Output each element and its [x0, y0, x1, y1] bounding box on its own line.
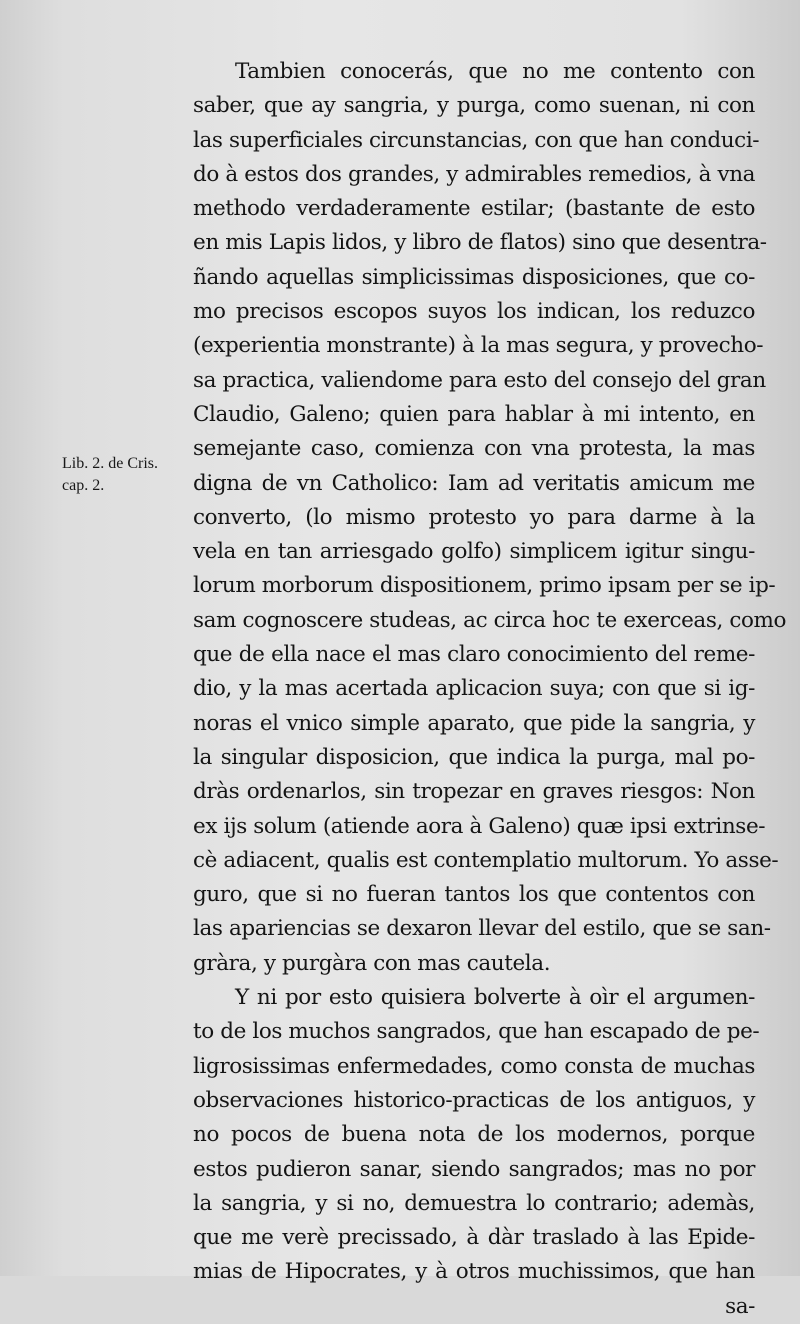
text-line: mias de Hipocrates, y à otros muchissimos, que han	[193, 1259, 755, 1285]
text-line: la singular disposicion, que indica la purga, mal po-	[193, 744, 755, 770]
text-line: lorum morborum dispositionem, primo ipsam per se ip-	[193, 573, 776, 599]
text-line: methodo verdaderamente estilar; (bastante de esto	[193, 196, 755, 222]
text-line: estos pudieron sanar, siendo sangrados; mas no por	[193, 1156, 755, 1182]
text-line: gràra, y purgàra con mas cautela.	[193, 950, 551, 976]
catchword: sa-	[725, 1293, 755, 1319]
text-line: cè adiacent, qualis est contemplatio multorum. Yo asse-	[193, 847, 779, 873]
body-text	[193, 55, 787, 1324]
text-line: converto, (lo mismo protesto yo para darme à la	[193, 504, 755, 530]
text-line: Y ni por esto quisiera bolverte à oìr el argumen-	[235, 985, 755, 1011]
text-line: noras el vnico simple aparato, que pide la sangria, y	[193, 710, 755, 736]
text-line: en mis Lapis lidos, y libro de flatos) sino que desentra-	[193, 230, 767, 256]
text-line: no pocos de buena nota de los modernos, porque	[193, 1122, 755, 1148]
text-line: observaciones historico-practicas de los antiguos, y	[193, 1087, 755, 1113]
text-line: ligrosissimas enfermedades, como consta de muchas	[193, 1053, 755, 1079]
text-line: Claudio, Galeno; quien para hablar à mi intento, en	[193, 401, 755, 427]
text-line: sam cognoscere studeas, ac circa hoc te exerceas, como	[193, 607, 787, 633]
text-line: guro, que si no fueran tantos los que contentos con	[193, 882, 755, 908]
text-line: las apariencias se dexaron llevar del estilo, que se san-	[193, 916, 771, 942]
margin-citation-line: Lib. 2. de Cris.	[62, 455, 158, 472]
text-line: ex ijs solum (atiende aora à Galeno) quæ ipsi extrinse-	[193, 813, 766, 839]
text-line: semejante caso, comienza con vna protesta, la mas	[193, 436, 755, 462]
text-line: mo precisos escopos suyos los indican, los reduzco	[193, 299, 755, 325]
text-line: (experientia monstrante) à la mas segura, y provecho-	[193, 333, 764, 359]
text-line: las superficiales circunstancias, con que han conduci-	[193, 127, 760, 153]
text-line: sa practica, valiendome para esto del consejo del gran	[193, 367, 766, 393]
margin-citation	[62, 453, 158, 497]
text-line: la sangria, y si no, demuestra lo contrario; ademàs,	[193, 1190, 755, 1216]
text-line: que de ella nace el mas claro conocimiento del reme-	[193, 642, 755, 668]
text-line: dio, y la mas acertada aplicacion suya; con que si ig-	[193, 676, 755, 702]
text-line: vela en tan arriesgado golfo) simplicem igitur singu-	[193, 539, 755, 565]
text-line: dràs ordenarlos, sin tropezar en graves riesgos: Non	[193, 779, 755, 805]
text-line: Tambien conocerás, que no me contento con	[235, 59, 755, 84]
text-line: to de los muchos sangrados, que han escapado de pe-	[193, 1019, 760, 1045]
text-line: saber, que ay sangria, y purga, como suenan, ni con	[193, 93, 755, 119]
text-line: ñando aquellas simplicissimas disposiciones, que co-	[193, 264, 755, 290]
text-line: que me verè precissado, à dàr traslado à las Epide-	[193, 1225, 755, 1251]
margin-citation-line: cap. 2.	[62, 477, 105, 494]
text-line: digna de vn Catholico: Iam ad veritatis amicum me	[193, 470, 755, 496]
text-line: do à estos dos grandes, y admirables remedios, à vna	[193, 161, 756, 187]
